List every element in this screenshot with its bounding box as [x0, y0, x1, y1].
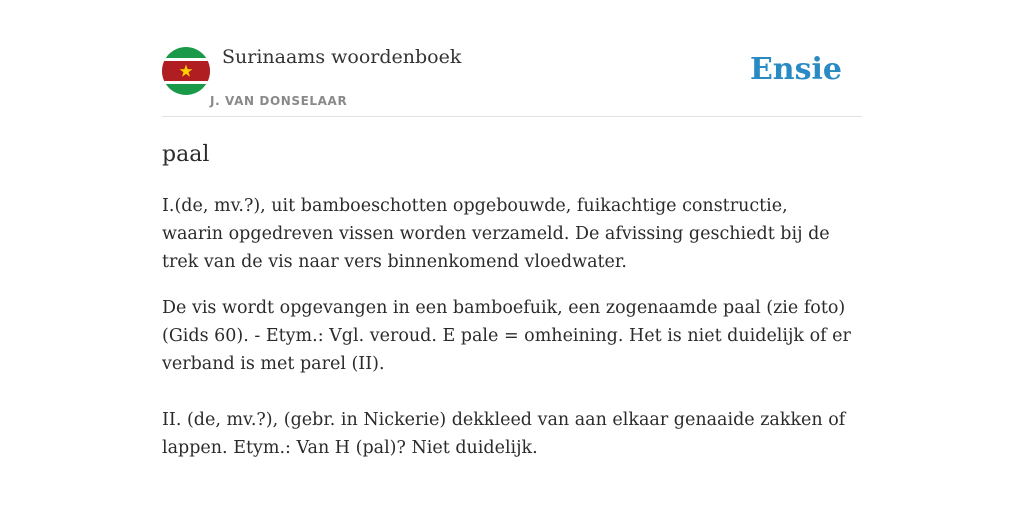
entry-content	[162, 140, 852, 480]
definition-paragraph-2: De vis wordt opgevangen in een bamboefuik, een zogenaamde paal (zie foto) (Gids 60). - Etym.: Vgl. veroud. E pale = omheining. Het is niet duidelijk of er verband is met parel (II).	[162, 298, 851, 374]
definition-paragraph-3: II. (de, mv.?), (gebr. in Nickerie) dekkleed van aan elkaar genaaide zakken of lappen. Etym.: Van H (pal)? Niet duidelijk.	[162, 410, 846, 458]
suriname-flag-icon[interactable]	[162, 47, 210, 95]
brand-logo-link[interactable]: Ensie	[749, 52, 842, 87]
definition-paragraph-1: I.(de, mv.?), uit bamboeschotten opgebouwde, fuikachtige constructie, waarin opgedreven vissen worden verzameld. De afvissing geschiedt bij de trek van de vis naar vers binnenkomend vloedwater.	[162, 196, 830, 272]
header	[162, 44, 862, 117]
dictionary-author[interactable]: J. VAN DONSELAAR	[210, 94, 348, 108]
dictionary-title[interactable]: Surinaams woordenboek	[222, 46, 462, 68]
entry-headword: paal	[162, 142, 210, 167]
